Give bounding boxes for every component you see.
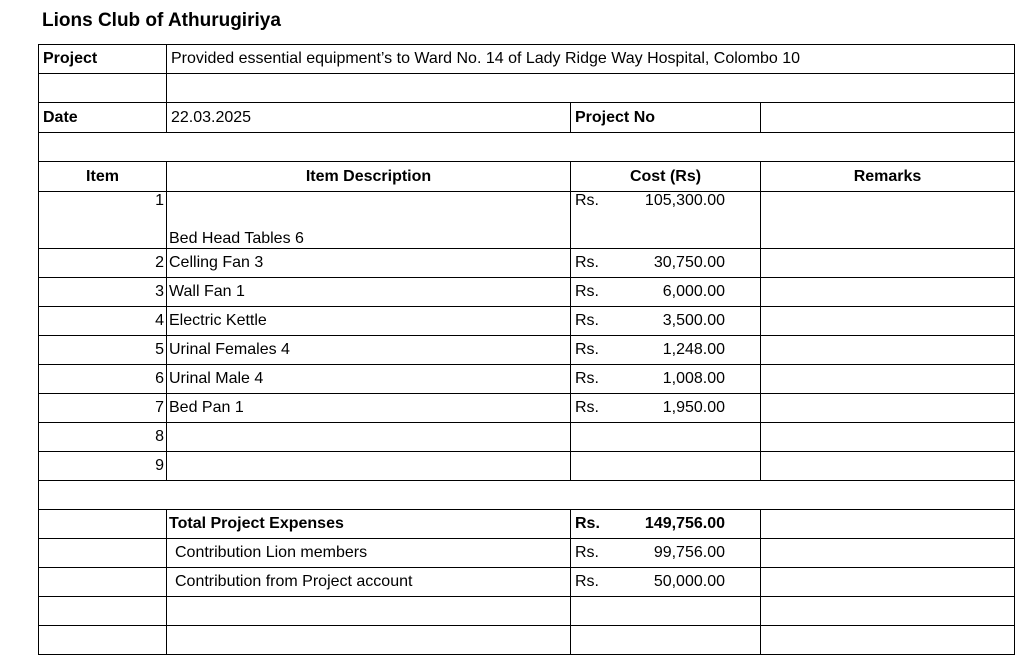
blank-row — [39, 133, 1015, 162]
item-cost[interactable] — [571, 336, 761, 365]
total-label: Total Project Expenses — [167, 510, 571, 539]
item-number: 3 — [39, 278, 167, 307]
account-contribution-label: Contribution from Project account — [167, 568, 571, 597]
item-amount: 6,000.00 — [662, 283, 725, 300]
item-amount: 1,248.00 — [662, 341, 725, 358]
currency-label: Rs. — [575, 341, 599, 358]
account-contribution-amount: 50,000.00 — [653, 573, 725, 590]
item-cost[interactable] — [571, 423, 761, 452]
date-row — [39, 103, 1015, 133]
currency-label: Rs. — [575, 192, 599, 209]
item-amount: 105,300.00 — [644, 192, 725, 209]
table-row — [39, 249, 1015, 278]
item-amount: 3,500.00 — [662, 312, 725, 329]
members-contribution-label: Contribution Lion members — [167, 539, 571, 568]
table-row — [39, 278, 1015, 307]
project-row — [39, 45, 1015, 74]
table-row — [39, 423, 1015, 452]
item-amount: 1,008.00 — [662, 370, 725, 387]
table-row — [39, 365, 1015, 394]
members-contribution-amount: 99,756.00 — [653, 544, 725, 561]
item-cost[interactable] — [571, 249, 761, 278]
item-description[interactable]: Bed Head Tables 6 — [167, 192, 571, 249]
blank-row — [39, 597, 1015, 626]
item-description[interactable] — [167, 452, 571, 481]
description-header: Item Description — [167, 162, 571, 192]
item-amount: 1,950.00 — [662, 399, 725, 416]
members-contribution-row — [39, 539, 1015, 568]
currency-label: Rs. — [575, 283, 599, 300]
item-description[interactable]: Celling Fan 3 — [167, 249, 571, 278]
item-header: Item — [39, 162, 167, 192]
item-number: 8 — [39, 423, 167, 452]
date-label: Date — [39, 103, 167, 133]
item-cost[interactable] — [571, 365, 761, 394]
item-number: 2 — [39, 249, 167, 278]
total-row — [39, 510, 1015, 539]
item-number: 6 — [39, 365, 167, 394]
account-contribution-cost — [571, 568, 761, 597]
item-description[interactable]: Urinal Male 4 — [167, 365, 571, 394]
currency-label: Rs. — [575, 544, 599, 561]
item-number: 4 — [39, 307, 167, 336]
item-description[interactable] — [167, 423, 571, 452]
total-cost — [571, 510, 761, 539]
members-contribution-cost — [571, 539, 761, 568]
project-expense-table — [38, 44, 1015, 655]
item-remarks[interactable] — [761, 452, 1015, 481]
item-remarks[interactable] — [761, 249, 1015, 278]
total-amount: 149,756.00 — [644, 515, 725, 532]
table-row — [39, 192, 1015, 249]
table-row — [39, 307, 1015, 336]
table-row — [39, 452, 1015, 481]
table-row — [39, 394, 1015, 423]
item-number: 1 — [39, 192, 167, 249]
blank-row — [39, 74, 1015, 103]
item-number: 5 — [39, 336, 167, 365]
item-remarks[interactable] — [761, 394, 1015, 423]
project-no-label: Project No — [571, 103, 761, 133]
currency-label: Rs. — [575, 312, 599, 329]
item-description[interactable]: Electric Kettle — [167, 307, 571, 336]
project-label: Project — [39, 45, 167, 74]
currency-label: Rs. — [575, 370, 599, 387]
item-remarks[interactable] — [761, 278, 1015, 307]
item-remarks[interactable] — [761, 307, 1015, 336]
item-cost[interactable] — [571, 307, 761, 336]
blank-row — [39, 626, 1015, 655]
item-number: 9 — [39, 452, 167, 481]
item-remarks[interactable] — [761, 336, 1015, 365]
account-contribution-row — [39, 568, 1015, 597]
currency-label: Rs. — [575, 399, 599, 416]
cost-header: Cost (Rs) — [571, 162, 761, 192]
item-description[interactable]: Urinal Females 4 — [167, 336, 571, 365]
currency-label: Rs. — [575, 573, 599, 590]
item-description[interactable]: Bed Pan 1 — [167, 394, 571, 423]
item-description[interactable]: Wall Fan 1 — [167, 278, 571, 307]
item-amount: 30,750.00 — [653, 254, 725, 271]
table-row — [39, 336, 1015, 365]
date-value[interactable]: 22.03.2025 — [167, 103, 571, 133]
item-cost[interactable] — [571, 192, 761, 249]
project-no-value[interactable] — [761, 103, 1015, 133]
currency-label: Rs. — [575, 515, 600, 532]
item-remarks[interactable] — [761, 423, 1015, 452]
item-cost[interactable] — [571, 452, 761, 481]
blank-row — [39, 481, 1015, 510]
header-row — [39, 162, 1015, 192]
item-remarks[interactable] — [761, 192, 1015, 249]
document-title: Lions Club of Athurugiriya — [42, 10, 281, 31]
project-value[interactable]: Provided essential equipment’s to Ward No. 14 of Lady Ridge Way Hospital, Colombo 10 — [167, 45, 1015, 74]
item-number: 7 — [39, 394, 167, 423]
remarks-header: Remarks — [761, 162, 1015, 192]
currency-label: Rs. — [575, 254, 599, 271]
item-cost[interactable] — [571, 278, 761, 307]
item-remarks[interactable] — [761, 365, 1015, 394]
item-cost[interactable] — [571, 394, 761, 423]
